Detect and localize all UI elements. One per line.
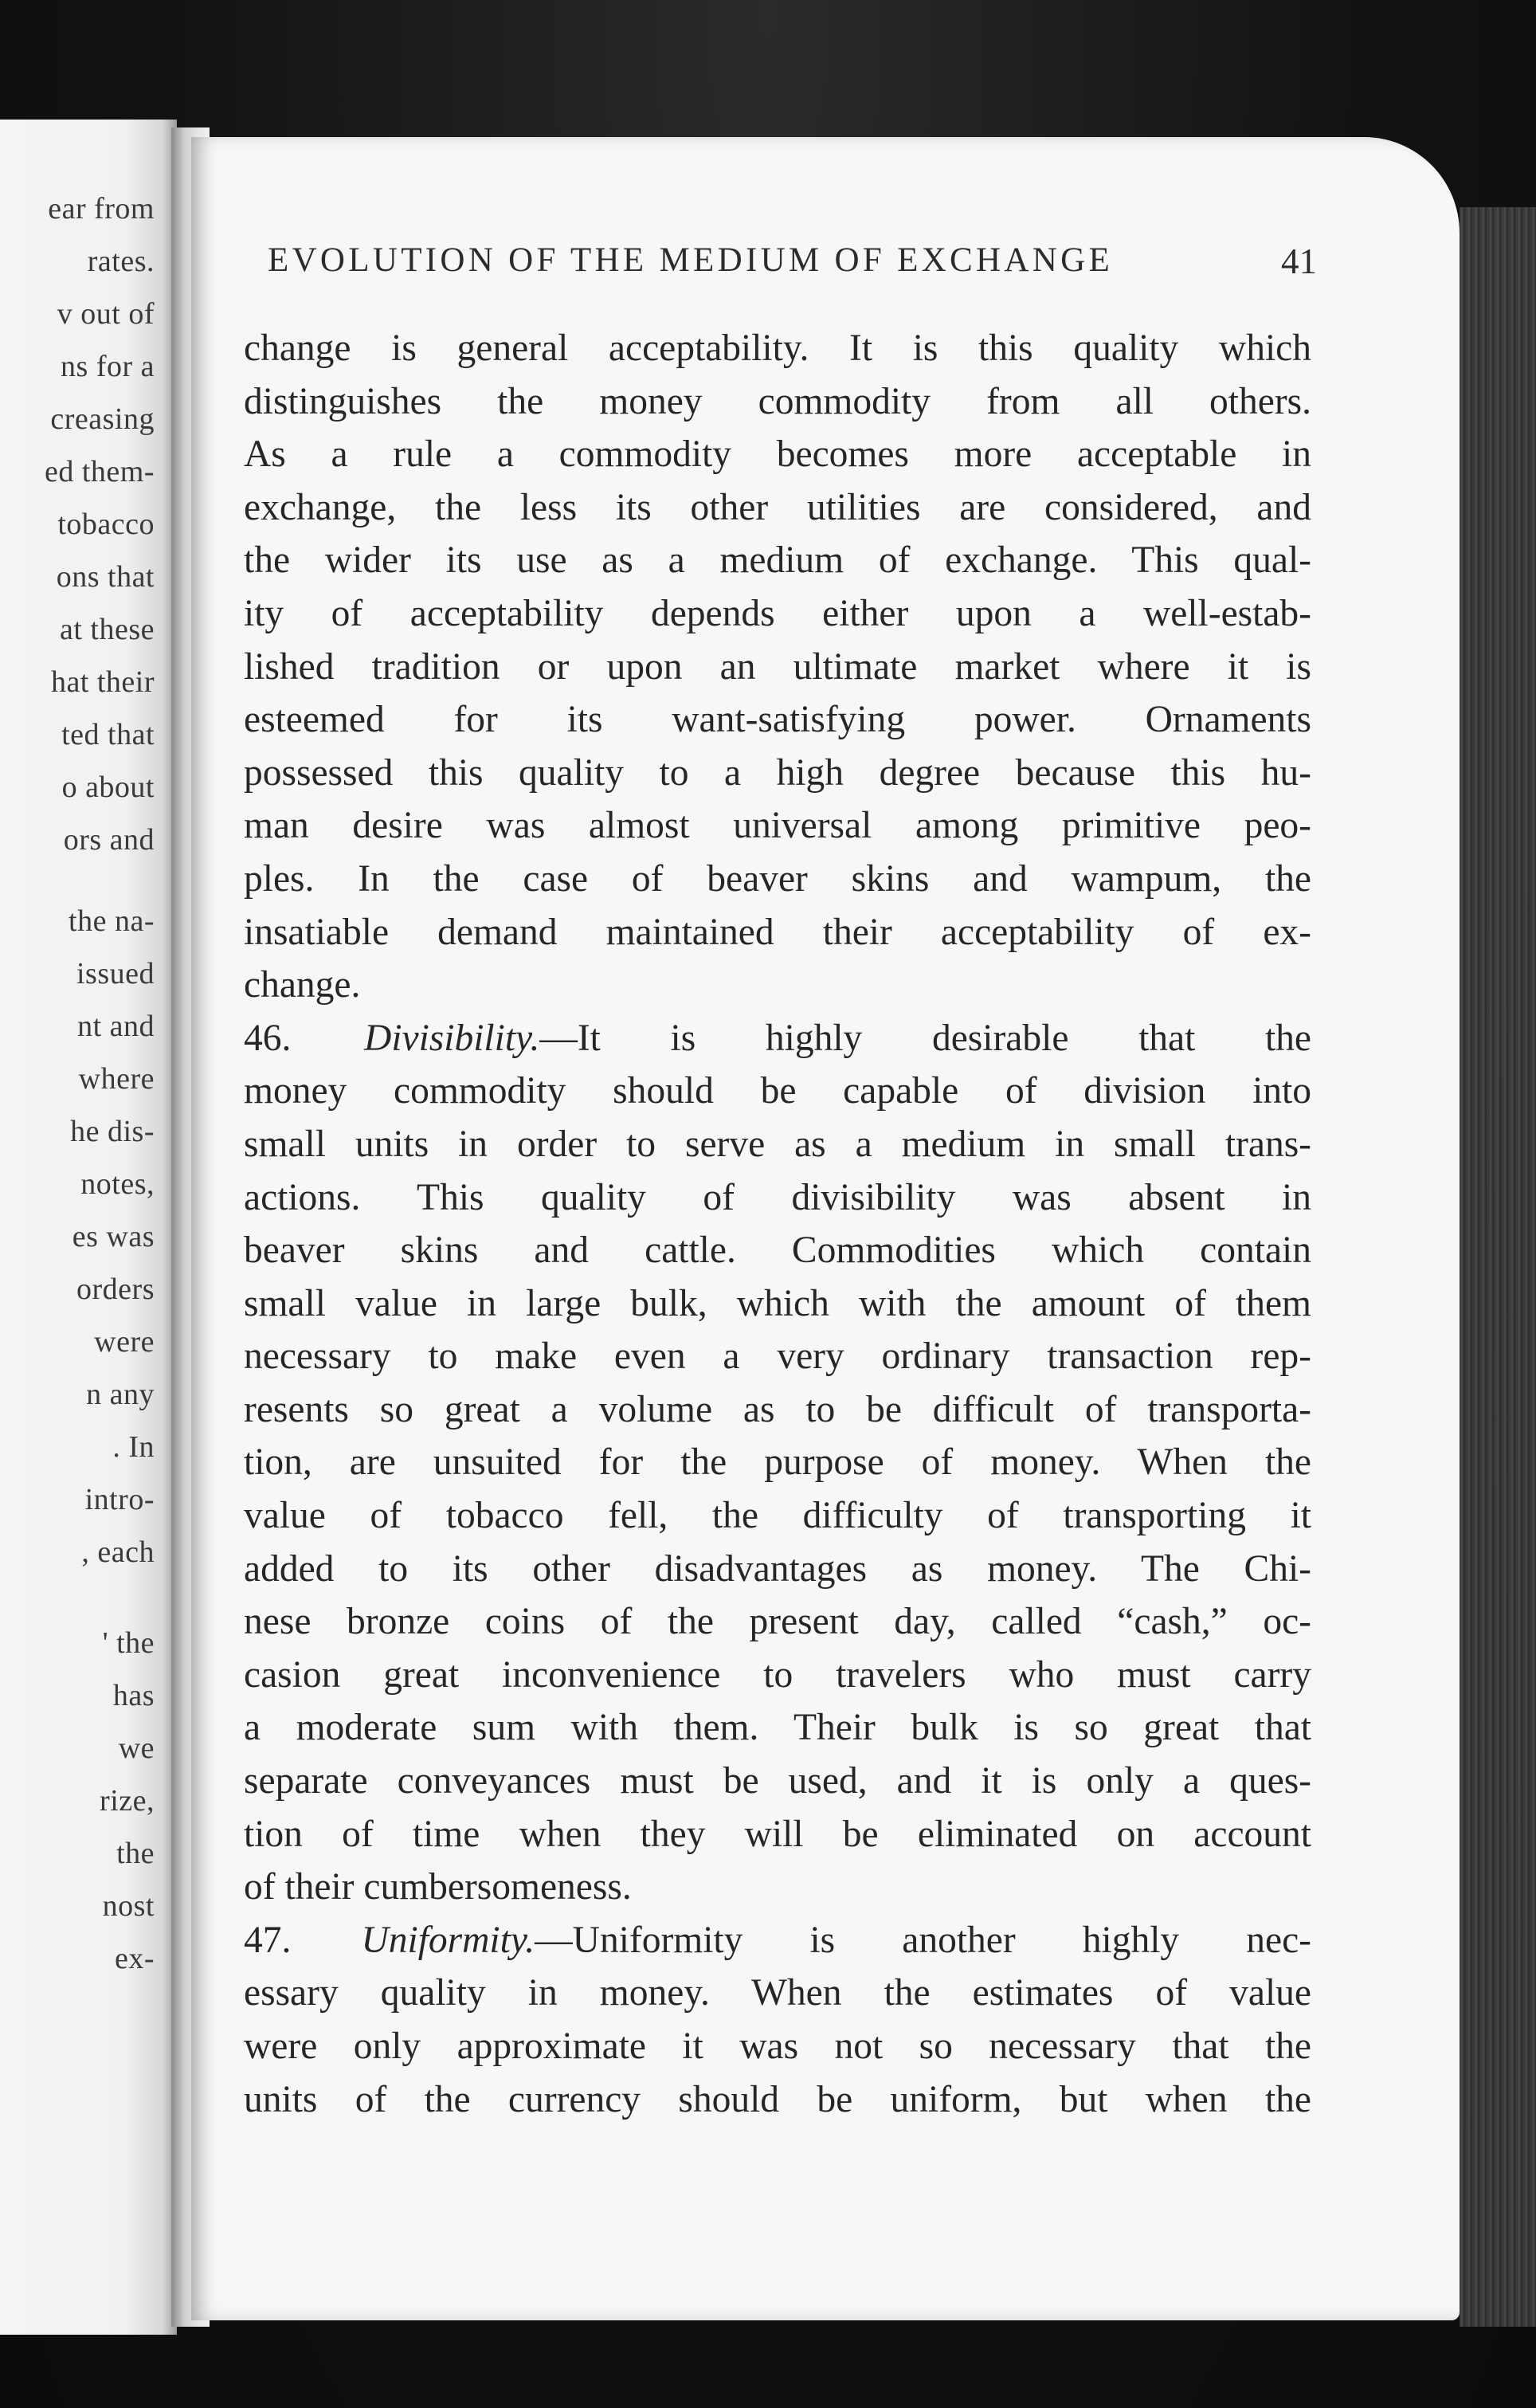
- left-page-line: intro-: [84, 1483, 155, 1516]
- text-line: money commodity should be capable of division into: [244, 1070, 1311, 1112]
- text-line: resents so great a volume as to be difficult of transporta-: [244, 1388, 1311, 1430]
- left-page-line: ons that: [56, 560, 155, 594]
- text-line: change is general acceptability. It is this quality which: [244, 327, 1311, 369]
- left-page-line: ' the: [102, 1626, 155, 1660]
- left-page-line: issued: [76, 957, 155, 990]
- text-line: —Uniformity is another highly nec-: [535, 1919, 1311, 1961]
- left-page-line: n any: [86, 1378, 155, 1411]
- left-page-line: ear from: [48, 192, 155, 226]
- text-line: were only approximate it was not so necessary that the: [244, 2026, 1311, 2067]
- page-edge: [1460, 207, 1536, 2327]
- text-line: man desire was almost universal among primitive peo-: [244, 805, 1311, 847]
- text-line: casion great inconvenience to travelers who must carry: [244, 1653, 1311, 1696]
- left-page-line: where: [78, 1062, 155, 1096]
- text-line: lished tradition or upon an ultimate market where it is: [244, 645, 1311, 688]
- left-page-line: rates.: [87, 245, 155, 278]
- text-line: the wider its use as a medium of exchange. This qual-: [244, 539, 1311, 582]
- left-page-line: ex-: [114, 1942, 155, 1975]
- page-number: 41: [1281, 241, 1317, 281]
- text-line: tion, are unsuited for the purpose of money. When the: [244, 1441, 1311, 1484]
- left-page-line: nost: [102, 1889, 155, 1923]
- text-line: separate conveyances must be used, and it is only a ques-: [244, 1760, 1311, 1802]
- left-page-line: notes,: [80, 1167, 155, 1201]
- left-facing-page: [0, 120, 177, 2335]
- text-line: small value in large bulk, which with the amount of them: [244, 1282, 1311, 1324]
- body-text: [244, 322, 1311, 2126]
- left-page-line: the: [116, 1837, 155, 1870]
- left-page-line: ed them-: [44, 455, 155, 488]
- text-line: ples. In the case of beaver skins and wampum, the: [244, 857, 1311, 900]
- left-page-line: ns for a: [61, 350, 155, 383]
- left-page-line: nt and: [77, 1010, 155, 1043]
- text-line: small units in order to serve as a medium in small trans-: [244, 1123, 1311, 1165]
- text-line: possessed this quality to a high degree because this hu-: [244, 751, 1311, 794]
- left-page-line: . In: [112, 1430, 155, 1464]
- left-page-line: , each: [81, 1535, 155, 1569]
- left-page-line: tobacco: [57, 508, 155, 541]
- text-line: tion of time when they will be eliminated on account: [244, 1813, 1311, 1855]
- left-page-line: creasing: [50, 402, 155, 436]
- section-title-divisibility: Divisibility.: [364, 1017, 540, 1059]
- section-47-first-line: [244, 1914, 1311, 1967]
- text-line: a moderate sum with them. Their bulk is so great that: [244, 1707, 1311, 1749]
- section-number: 46.: [244, 1017, 292, 1059]
- text-line: of their cumbersomeness.: [244, 1866, 632, 1908]
- text-line: added to its other disadvantages as money. The Chi-: [244, 1547, 1311, 1590]
- left-page-line: o about: [61, 771, 155, 804]
- left-page-line: were: [94, 1325, 155, 1359]
- text-line: As a rule a commodity becomes more acceptable in: [244, 433, 1311, 476]
- text-line: value of tobacco fell, the difficulty of transporting it: [244, 1495, 1311, 1537]
- text-line: actions. This quality of divisibility was absent in: [244, 1176, 1311, 1218]
- running-head: EVOLUTION OF THE MEDIUM OF EXCHANGE: [268, 241, 1114, 279]
- text-line: units of the currency should be uniform, but when the: [244, 2078, 1311, 2120]
- left-page-line: we: [118, 1731, 155, 1765]
- text-line: insatiable demand maintained their acceptability of ex-: [244, 911, 1311, 953]
- left-page-line: orders: [76, 1273, 155, 1306]
- left-page-line: ors and: [63, 823, 155, 857]
- text-line: esteemed for its want-satisfying power. Ornaments: [244, 699, 1311, 741]
- text-line: distinguishes the money commodity from all others.: [244, 380, 1311, 422]
- section-title-uniformity: Uniformity.: [361, 1919, 535, 1961]
- left-page-line: es was: [72, 1220, 155, 1253]
- section-number: 47.: [244, 1919, 292, 1961]
- text-line: ity of acceptability depends either upon a well-estab-: [244, 592, 1311, 634]
- left-page-line: ted that: [61, 718, 155, 751]
- left-page-line: the na-: [69, 904, 155, 938]
- left-page-line: has: [112, 1679, 155, 1712]
- section-46-first-line: [244, 1012, 1311, 1065]
- text-line: necessary to make even a very ordinary transaction rep-: [244, 1335, 1311, 1378]
- left-page-line: he dis-: [70, 1115, 155, 1148]
- text-line: —It is highly desirable that the: [539, 1017, 1311, 1059]
- text-line: nese bronze coins of the present day, called “cash,” oc-: [244, 1601, 1311, 1643]
- text-line: beaver skins and cattle. Commodities which contain: [244, 1229, 1311, 1272]
- left-page-line: v out of: [57, 297, 155, 331]
- left-page-line: at these: [59, 613, 155, 646]
- text-line: essary quality in money. When the estimates of value: [244, 1972, 1311, 2014]
- text-line: change.: [244, 964, 361, 1006]
- text-line: exchange, the less its other utilities are considered, and: [244, 486, 1311, 528]
- left-page-line: hat their: [50, 665, 155, 699]
- left-page-line: rize,: [100, 1784, 155, 1818]
